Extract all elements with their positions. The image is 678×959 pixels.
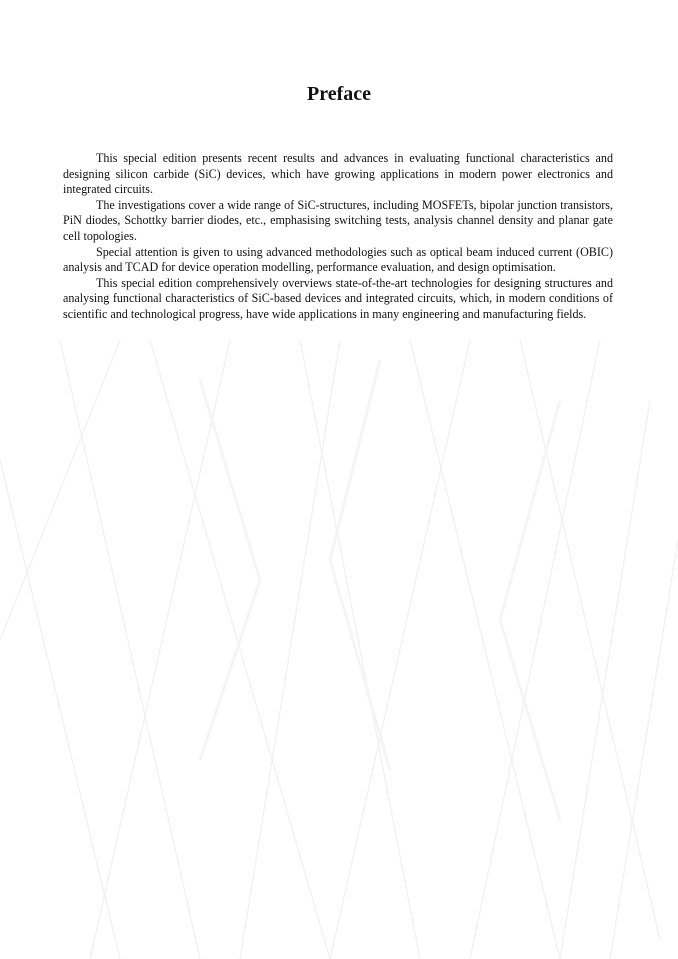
paragraph: Special attention is given to using advanced methodologies such as optical beam induced current (OBIC) analysis and TCAD for device operation modelling, performance evaluation, and design optimisation. <box>63 244 613 275</box>
background-pattern <box>0 340 678 959</box>
page-title: Preface <box>306 83 372 105</box>
paragraph: The investigations cover a wide range of SiC-structures, including MOSFETs, bipolar junction transistors, PiN diodes, Schottky barrier diodes, etc., emphasising switching tests, analysis channel density and planar gate cell topologies. <box>63 197 613 243</box>
paragraph: This special edition comprehensively overviews state-of-the-art technologies for designing structures and analysing functional characteristics of SiC-based devices and integrated circuits, which, in modern conditions of scientific and technological progress, have wide applications in many engineering and manufacturing fields. <box>63 275 613 321</box>
paragraph: This special edition presents recent results and advances in evaluating functional characteristics and designing silicon carbide (SiC) devices, which have growing applications in modern power electronics and integrated circuits. <box>63 151 613 197</box>
preface-body <box>63 151 613 323</box>
